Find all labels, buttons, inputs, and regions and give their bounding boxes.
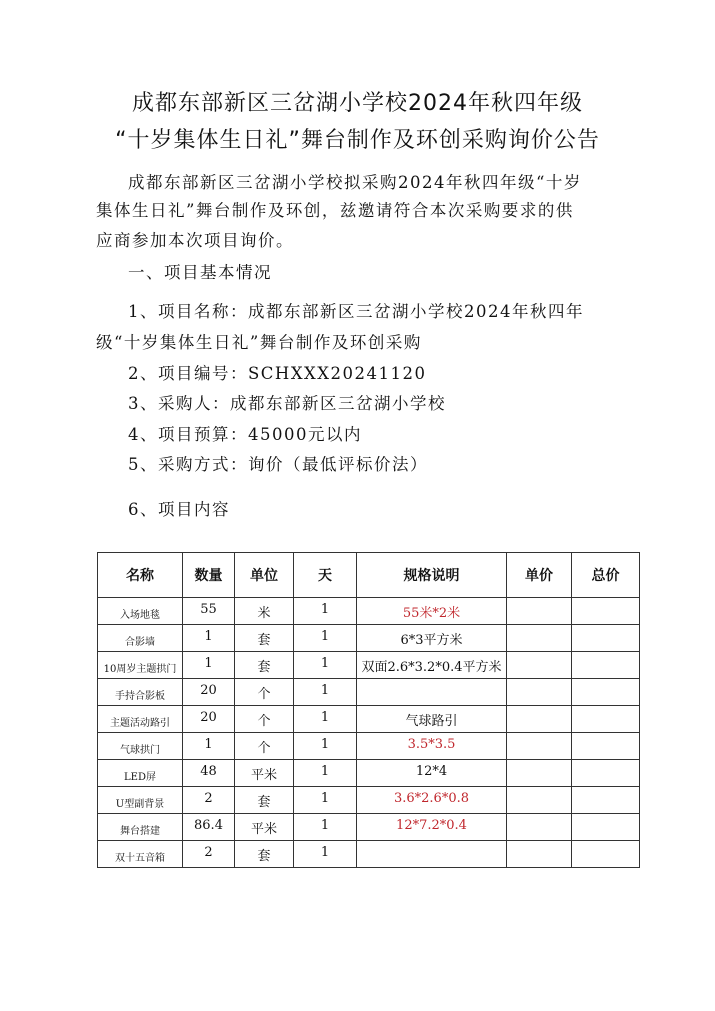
item-1-cont: 级“十岁集体生日礼”舞台制作及环创采购 (96, 333, 422, 352)
header-days: 天 (294, 553, 357, 598)
cell-price (507, 625, 572, 652)
cell-price (507, 787, 572, 814)
cell-spec: 3.6*2.6*0.8 (357, 787, 507, 814)
cell-total (572, 625, 640, 652)
cell-spec: 气球路引 (357, 706, 507, 733)
section-heading: 一、项目基本情况 (128, 263, 272, 282)
table-row (98, 598, 640, 625)
cell-unit: 个 (235, 733, 294, 760)
cell-spec (357, 679, 507, 706)
cell-unit: 平米 (235, 760, 294, 787)
cell-unit: 米 (235, 598, 294, 625)
table-row (98, 625, 640, 652)
intro-line-3: 应商参加本次项目询价。 (96, 231, 294, 250)
table-row (98, 679, 640, 706)
cell-unit: 个 (235, 706, 294, 733)
cell-days: 1 (294, 760, 357, 787)
cell-days: 1 (294, 787, 357, 814)
cell-total (572, 787, 640, 814)
cell-spec: 12*4 (357, 760, 507, 787)
cell-spec: 双面2.6*3.2*0.4平方米 (357, 652, 507, 679)
title-line-2: “十岁集体生日礼”舞台制作及环创采购询价公告 (115, 128, 600, 153)
cell-price (507, 814, 572, 841)
cell-days: 1 (294, 706, 357, 733)
cell-qty: 1 (183, 625, 235, 652)
cell-spec: 3.5*3.5 (357, 733, 507, 760)
header-qty: 数量 (183, 553, 235, 598)
table-header-row (98, 553, 640, 598)
cell-name: 气球拱门 (98, 733, 183, 760)
cell-unit: 个 (235, 679, 294, 706)
item-1: 1、项目名称：成都东部新区三岔湖小学校2024年秋四年 (128, 302, 584, 321)
cell-qty: 2 (183, 841, 235, 868)
cell-total (572, 814, 640, 841)
table-row (98, 841, 640, 868)
cell-total (572, 652, 640, 679)
item-5: 5、采购方式：询价（最低评标价法） (128, 455, 428, 474)
cell-price (507, 841, 572, 868)
cell-spec: 55米*2米 (357, 598, 507, 625)
cell-total (572, 841, 640, 868)
cell-price (507, 652, 572, 679)
cell-price (507, 733, 572, 760)
content-table (97, 552, 640, 868)
item-3: 3、采购人：成都东部新区三岔湖小学校 (128, 394, 446, 413)
cell-unit: 套 (235, 841, 294, 868)
cell-unit: 套 (235, 787, 294, 814)
cell-total (572, 706, 640, 733)
cell-qty: 1 (183, 733, 235, 760)
cell-name: 手持合影板 (98, 679, 183, 706)
cell-qty: 55 (183, 598, 235, 625)
cell-unit: 套 (235, 652, 294, 679)
header-total: 总价 (572, 553, 640, 598)
cell-name: U型副背景 (98, 787, 183, 814)
table-row (98, 760, 640, 787)
header-name: 名称 (98, 553, 183, 598)
cell-price (507, 679, 572, 706)
header-unit: 单位 (235, 553, 294, 598)
cell-days: 1 (294, 814, 357, 841)
cell-price (507, 598, 572, 625)
cell-qty: 48 (183, 760, 235, 787)
cell-days: 1 (294, 841, 357, 868)
table-row (98, 652, 640, 679)
cell-qty: 2 (183, 787, 235, 814)
header-spec: 规格说明 (357, 553, 507, 598)
cell-total (572, 733, 640, 760)
cell-total (572, 679, 640, 706)
cell-name: 合影墙 (98, 625, 183, 652)
cell-qty: 20 (183, 679, 235, 706)
cell-unit: 套 (235, 625, 294, 652)
cell-name: 10周岁主题拱门 (98, 652, 183, 679)
cell-spec (357, 841, 507, 868)
cell-total (572, 598, 640, 625)
cell-unit: 平米 (235, 814, 294, 841)
cell-days: 1 (294, 679, 357, 706)
item-2: 2、项目编号：SCHXXX20241120 (128, 364, 427, 383)
cell-qty: 20 (183, 706, 235, 733)
cell-qty: 86.4 (183, 814, 235, 841)
cell-days: 1 (294, 598, 357, 625)
table-row (98, 706, 640, 733)
cell-days: 1 (294, 625, 357, 652)
cell-name: 双十五音箱 (98, 841, 183, 868)
title-line-1: 成都东部新区三岔湖小学校2024年秋四年级 (132, 91, 583, 116)
intro-line-2: 集体生日礼”舞台制作及环创，兹邀请符合本次采购要求的供 (96, 201, 574, 220)
cell-price (507, 760, 572, 787)
cell-name: LED屏 (98, 760, 183, 787)
item-6: 6、项目内容 (128, 500, 230, 519)
cell-days: 1 (294, 733, 357, 760)
intro-line-1: 成都东部新区三岔湖小学校拟采购2024年秋四年级“十岁 (128, 173, 582, 192)
item-4: 4、项目预算：45000元以内 (128, 425, 362, 444)
cell-spec: 6*3平方米 (357, 625, 507, 652)
cell-name: 主题活动路引 (98, 706, 183, 733)
cell-days: 1 (294, 652, 357, 679)
cell-name: 入场地毯 (98, 598, 183, 625)
cell-spec: 12*7.2*0.4 (357, 814, 507, 841)
header-price: 单价 (507, 553, 572, 598)
cell-qty: 1 (183, 652, 235, 679)
cell-price (507, 706, 572, 733)
table-row (98, 733, 640, 760)
cell-name: 舞台搭建 (98, 814, 183, 841)
table-row (98, 814, 640, 841)
cell-total (572, 760, 640, 787)
table-row (98, 787, 640, 814)
